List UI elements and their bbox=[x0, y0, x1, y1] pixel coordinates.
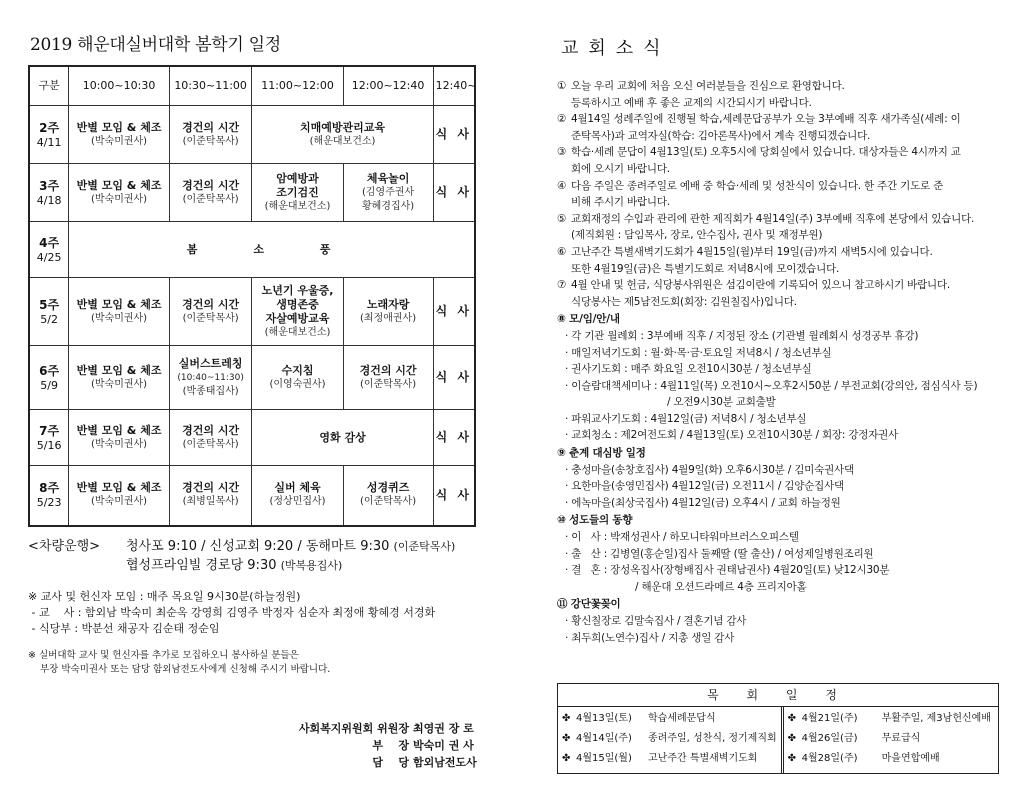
week-label: 7주 bbox=[39, 423, 60, 438]
list-item bbox=[788, 729, 994, 749]
cell-main: 경건의 시간 bbox=[182, 481, 240, 495]
schedule-cell bbox=[252, 410, 433, 466]
news-item bbox=[557, 244, 1000, 277]
bus-line-2 bbox=[28, 556, 483, 575]
schedule-cell bbox=[252, 106, 433, 164]
schedule-cell bbox=[169, 346, 252, 410]
schedule-cell bbox=[69, 278, 170, 346]
bus-label: <차량운행> bbox=[28, 538, 101, 554]
header-cell: 10:30~11:00 bbox=[169, 66, 252, 106]
bus-route: 청사포 9:10 / 신성교회 9:20 / 동해마트 9:30 bbox=[126, 538, 390, 554]
event-name: 학습세례문답식 bbox=[648, 713, 716, 724]
list-item: · 충성마을(송창호집사) 4월9일(화) 오후6시30분 / 김미숙권사댁 bbox=[565, 463, 854, 476]
list-item: · 결 혼 : 장성옥집사(장형배집사 권태남권사) 4월20일(토) 낮12시30분 bbox=[565, 564, 890, 577]
cell-sub: (박숙미권사) bbox=[90, 193, 148, 205]
item-text: 학습·세례 문답이 4월13일(토) 오후5시에 당회실에서 있습니다. 대상자들은 4시까지 교 bbox=[571, 146, 961, 159]
cell-sub: (박숙미권사) bbox=[90, 378, 148, 390]
signature-block bbox=[272, 720, 477, 771]
list-item: · 교회청소 : 제2여전도회 / 4월13일(토) 오전10시30분 / 회장: 강정자권사 bbox=[565, 429, 899, 442]
week-date: 4/25 bbox=[36, 250, 62, 264]
list-item: · 파워교사기도회 : 4월12일(금) 저녁8시 / 청소년부실 bbox=[565, 412, 807, 425]
list-item bbox=[562, 749, 777, 769]
cell-main: 경건의 시간 bbox=[182, 297, 240, 311]
cell-main: 생명존중 bbox=[276, 297, 319, 311]
ministry-column-right bbox=[784, 707, 998, 773]
meal-cell bbox=[433, 164, 475, 222]
cell-main: 경건의 시간 bbox=[182, 120, 240, 134]
week-cell bbox=[29, 164, 69, 222]
list-item: · 이 사 : 박재성권사 / 하모니타워마브러스오피스텔 bbox=[565, 531, 799, 544]
bus-schedule bbox=[28, 537, 483, 575]
item-number: ⑤ bbox=[557, 212, 567, 225]
cell-sub: (박숙미권사) bbox=[90, 496, 148, 508]
section-title: ⑩ 성도들의 동향 bbox=[557, 514, 633, 527]
item-text: 또한 4월19일(금)은 특별기도회로 저녁8시에 모이겠습니다. bbox=[571, 262, 840, 275]
meal-cell bbox=[433, 278, 475, 346]
item-text: 오늘 우리 교회에 처음 오신 여러분들을 진심으로 환영합니다. bbox=[571, 80, 845, 92]
section-title: ⑨ 춘계 대심방 일정 bbox=[557, 447, 646, 460]
news-item bbox=[557, 178, 1000, 211]
cell-main: 노래자랑 bbox=[366, 297, 410, 311]
schedule-cell bbox=[169, 106, 252, 164]
schedule-cell bbox=[343, 466, 433, 526]
schedule-cell bbox=[252, 346, 343, 410]
left-page bbox=[28, 30, 483, 677]
list-item: · 매일저녁기도회 : 월·화·목·금·토요일 저녁8시 / 청소년부실 bbox=[565, 346, 832, 359]
item-number: ③ bbox=[557, 146, 567, 159]
schedule-cell bbox=[69, 410, 170, 466]
table-row bbox=[29, 410, 475, 466]
table-row bbox=[29, 346, 475, 410]
week-cell bbox=[29, 278, 69, 346]
cell-time: (10:40~11:30) bbox=[177, 372, 244, 383]
list-item: · 각 기관 월례회 : 3부예배 직후 / 지정된 장소 (기관별 월례회시 성경공부 휴강) bbox=[565, 329, 919, 342]
schedule-cell bbox=[343, 164, 433, 222]
week-cell bbox=[29, 106, 69, 164]
table-row bbox=[29, 222, 475, 278]
item-text: 4월 안내 및 헌금, 식당봉사위원은 섬김이란에 기록되어 있으니 참고하시기 바랍니다. bbox=[571, 279, 951, 292]
week-label: 5주 bbox=[39, 297, 60, 312]
table-row bbox=[29, 106, 475, 164]
cell-sub: (이영숙권사) bbox=[269, 378, 326, 390]
schedule-cell bbox=[169, 278, 252, 346]
cell-main: 반별 모임 & 체조 bbox=[76, 423, 162, 437]
news-item bbox=[557, 111, 1000, 144]
week-cell bbox=[29, 466, 69, 526]
ministry-schedule-title: 목 회 일 정 bbox=[558, 684, 998, 707]
week-label: 3주 bbox=[39, 178, 60, 193]
table-row bbox=[29, 466, 475, 526]
item-text: 준탁목사)과 교역자실(학습: 김아론목사)에서 계속 진행되겠습니다. bbox=[571, 129, 871, 142]
event-name: 부활주일, 제3남헌신예배 bbox=[881, 713, 991, 724]
week-cell bbox=[29, 410, 69, 466]
item-text: (제직회원 : 담임목사, 장로, 안수집사, 권사 및 재정부원) bbox=[571, 229, 823, 242]
bus-line-1 bbox=[28, 537, 483, 556]
cell-main: 암예방과 bbox=[276, 171, 319, 185]
staff-teachers: - 교 사 : 함외남 박숙미 최순옥 강영희 김영주 박정자 심순자 최정애 황혜경 서경화 bbox=[28, 605, 436, 619]
week-date: 5/9 bbox=[40, 378, 58, 392]
cell-sub: (김영주권사 bbox=[361, 186, 415, 198]
flower-icon: ✤ bbox=[787, 753, 797, 764]
ministry-schedule-body bbox=[558, 707, 998, 773]
item-text: 식당봉사는 제5남전도회(회장: 김원칠집사)입니다. bbox=[571, 295, 797, 308]
news-item bbox=[557, 78, 1000, 111]
schedule-cell bbox=[252, 278, 343, 346]
ministry-schedule-box bbox=[557, 683, 999, 774]
schedule-cell bbox=[69, 106, 170, 164]
item-text: 등록하시고 예배 후 좋은 교제의 시간되시기 바랍니다. bbox=[571, 96, 812, 109]
event-name: 마을연합예배 bbox=[881, 753, 940, 764]
cell-sub: (최병일목사) bbox=[182, 496, 239, 508]
week-label: 2주 bbox=[39, 120, 60, 135]
meal-label: 식 사 bbox=[435, 370, 472, 384]
item-text: 회에 오시기 바랍니다. bbox=[571, 162, 670, 175]
schedule-cell bbox=[169, 466, 252, 526]
list-item: · 에녹마을(최상국집사) 4월12일(금) 오후4시 / 교회 하늘정원 bbox=[565, 496, 841, 509]
cell-main: 경건의 시간 bbox=[182, 178, 240, 192]
cell-sub: (이준탁목사) bbox=[182, 135, 239, 147]
week-cell bbox=[29, 346, 69, 410]
item-number: ② bbox=[557, 113, 567, 126]
cell-main: 반별 모임 & 체조 bbox=[76, 481, 162, 495]
table-row bbox=[29, 278, 475, 346]
list-item: · 황신칠장로 김말숙집사 / 결혼기념 감사 bbox=[565, 615, 747, 627]
list-item bbox=[562, 729, 777, 749]
sign-role: 부 장 bbox=[372, 739, 409, 752]
staff-info bbox=[28, 589, 483, 637]
meal-label: 식 사 bbox=[435, 185, 472, 199]
item-number: ⑦ bbox=[557, 279, 567, 292]
list-item: · 출 산 : 김병열(홍순일)집사 둘째딸 (딸 출산) / 여성제일병원조리원 bbox=[565, 547, 874, 560]
list-item: · 요한마을(송영민집사) 4월12일(금) 오전11시 / 김양순집사댁 bbox=[565, 480, 844, 493]
meal-label: 식 사 bbox=[435, 127, 472, 141]
cell-sub: (이준탁목사) bbox=[182, 438, 239, 450]
news-item bbox=[557, 277, 1000, 310]
list-item bbox=[562, 709, 777, 729]
news-item bbox=[557, 144, 1000, 177]
schedule-table bbox=[28, 65, 476, 527]
item-text: 교회재정의 수입과 관리에 관한 제직회가 4월14일(주) 3부예배 직후에 본당에서 있습니다. bbox=[571, 212, 975, 225]
cell-main: 반별 모임 & 체조 bbox=[76, 120, 162, 134]
sign-name: 함외남전도사 bbox=[413, 756, 477, 769]
cell-sub: (박종태집사) bbox=[182, 385, 239, 397]
event-date: 4월15일(월) bbox=[576, 753, 632, 764]
cell-main: 영화 감상 bbox=[319, 430, 366, 444]
list-item: · 이슬람대책세미나 : 4월11일(목) 오전10시~오후2시50분 / 부전교회(강의안, 점심식사 등) bbox=[565, 379, 978, 392]
meal-label: 식 사 bbox=[435, 304, 472, 318]
week-label: 6주 bbox=[39, 363, 60, 378]
cell-main: 경건의 시간 bbox=[182, 423, 240, 437]
cell-sub: (이준탁목사) bbox=[360, 496, 417, 508]
cell-main: 치매예방관리교육 bbox=[300, 120, 386, 134]
week-label: 4주 bbox=[39, 235, 60, 250]
list-item: / 해운대 오션드라메르 4층 프리지아홀 bbox=[635, 580, 807, 593]
meal-cell bbox=[433, 106, 475, 164]
cell-sub: (이준탁목사) bbox=[182, 312, 239, 324]
flower-icon: ✤ bbox=[562, 713, 571, 724]
sign-name: 박숙미 권 사 bbox=[413, 739, 474, 752]
cell-sub: (이준탁목사) bbox=[182, 193, 239, 205]
schedule-cell bbox=[169, 410, 252, 466]
cell-sub: (해운대보건소) bbox=[264, 326, 331, 338]
bus-driver: (박복용집사) bbox=[280, 558, 343, 572]
bus-route: 협성프라임빌 경로당 9:30 bbox=[126, 557, 277, 573]
sign-name: 최영권 장 로 bbox=[413, 722, 474, 735]
cell-main: 노년기 우울증, bbox=[261, 283, 334, 297]
table-row bbox=[29, 164, 475, 222]
schedule-cell bbox=[69, 466, 170, 526]
cell-main: 조기검진 bbox=[276, 185, 319, 199]
meal-cell bbox=[433, 346, 475, 410]
note-line: ※ 실버대학 교사 및 헌신자를 추가로 모집하오니 봉사하실 분들은 bbox=[28, 649, 299, 661]
event-date: 4월14일(주) bbox=[576, 733, 632, 744]
item-number: ④ bbox=[557, 179, 567, 192]
event-name: 고난주간 특별새벽기도회 bbox=[648, 753, 758, 764]
cell-main: 체육놀이 bbox=[366, 171, 410, 185]
cell-main: 수지침 bbox=[281, 363, 314, 377]
cell-sub: (최정애권사) bbox=[360, 312, 417, 324]
schedule-cell bbox=[69, 164, 170, 222]
event-name: 종려주일, 성찬식, 정기제직회 bbox=[648, 733, 777, 744]
list-item: / 오전9시30분 교회출발 bbox=[667, 396, 776, 409]
cell-sub: (이준탁목사) bbox=[360, 378, 417, 390]
section-title: ⑧ 모/임/안/내 bbox=[557, 313, 620, 326]
cell-sub: (박숙미권사) bbox=[90, 438, 148, 450]
week-date: 4/18 bbox=[36, 193, 62, 207]
cell-main: 실버 체육 bbox=[274, 481, 321, 495]
item-text: 비해 주시기 바랍니다. bbox=[571, 196, 670, 209]
week-date: 4/11 bbox=[36, 135, 62, 149]
event-date: 4월21일(주) bbox=[801, 713, 858, 724]
schedule-title: 2019 해운대실버대학 봄학기 일정 bbox=[30, 35, 281, 55]
list-item: · 권사기도회 : 매주 화요일 오전10시30분 / 청소년부실 bbox=[565, 363, 812, 376]
staff-meeting: ※ 교사 및 헌신자 모임 : 매주 목요일 9시30분(하늘정원) bbox=[28, 589, 301, 603]
cell-main: 반별 모임 & 체조 bbox=[76, 363, 162, 377]
list-item bbox=[788, 709, 994, 729]
picnic-label: 봄 소 풍 bbox=[186, 242, 357, 256]
schedule-cell bbox=[252, 164, 343, 222]
item-text: 4월14일 성례주일에 진행될 학습,세례문답공부가 오늘 3부예배 직후 새가족실(세례: 이 bbox=[571, 113, 961, 126]
header-cell: 10:00~10:30 bbox=[69, 66, 170, 106]
header-cell: 구분 bbox=[29, 66, 69, 106]
list-item: · 최두희(노연수)집사 / 지총 생일 감사 bbox=[565, 631, 735, 644]
note-line: 부장 박숙미권사 또는 담당 함외남전도사에게 신청해 주시기 바랍니다. bbox=[40, 663, 331, 675]
week-cell bbox=[29, 222, 69, 278]
recruit-note bbox=[28, 649, 483, 677]
header-cell: 12:00~12:40 bbox=[343, 66, 433, 106]
meal-label: 식 사 bbox=[435, 487, 472, 502]
cell-main: 경건의 시간 bbox=[359, 363, 417, 377]
item-text: 고난주간 특별새벽기도회가 4월15일(월)부터 19일(금)까지 새벽5시에 있습니다. bbox=[571, 245, 933, 258]
event-date: 4월13일(토) bbox=[576, 713, 632, 724]
church-news bbox=[557, 78, 1000, 646]
week-date: 5/16 bbox=[36, 438, 62, 452]
sign-role: 사회복지위원회 위원장 bbox=[298, 722, 409, 735]
meal-cell bbox=[433, 410, 475, 466]
event-date: 4월28일(주) bbox=[801, 753, 858, 764]
meal-label: 식 사 bbox=[435, 430, 472, 444]
schedule-cell bbox=[343, 278, 433, 346]
cell-main: 반별 모임 & 체조 bbox=[76, 178, 162, 192]
section-title: ⑪ 강단꽃꽂이 bbox=[557, 598, 621, 611]
right-page bbox=[557, 30, 1000, 646]
meal-cell bbox=[433, 466, 475, 526]
cell-sub: (정상민집사) bbox=[269, 496, 326, 508]
header-cell: 12:40~ bbox=[433, 66, 475, 106]
flower-icon: ✤ bbox=[562, 733, 571, 744]
ministry-column-left bbox=[558, 707, 784, 773]
flower-icon: ✤ bbox=[787, 733, 797, 744]
cell-sub: (해운대보건소) bbox=[309, 135, 376, 147]
cell-main: 실버스트레칭 bbox=[178, 356, 243, 370]
list-item bbox=[788, 749, 994, 769]
cell-main: 자살예방교육 bbox=[265, 311, 330, 325]
item-number: ① bbox=[557, 80, 567, 92]
flower-icon: ✤ bbox=[562, 753, 571, 764]
table-header-row bbox=[29, 66, 475, 106]
schedule-cell bbox=[252, 466, 343, 526]
flower-icon: ✤ bbox=[787, 713, 797, 724]
cell-sub: (박숙미권사) bbox=[90, 135, 148, 147]
staff-kitchen: - 식당부 : 박분선 채공자 김순태 정순임 bbox=[28, 621, 220, 635]
schedule-cell bbox=[343, 346, 433, 410]
week-label: 8주 bbox=[39, 481, 60, 496]
week-date: 5/2 bbox=[40, 312, 58, 326]
cell-main: 반별 모임 & 체조 bbox=[76, 297, 162, 311]
news-title: 교회소식 bbox=[561, 38, 671, 59]
cell-sub: (박숙미권사) bbox=[90, 312, 148, 324]
news-item bbox=[557, 211, 1000, 244]
event-name: 무료급식 bbox=[881, 733, 921, 744]
sign-role: 담 당 bbox=[372, 756, 409, 769]
bus-driver: (이준탁목사) bbox=[393, 539, 456, 553]
item-text: 다음 주일은 종려주일로 예배 중 학습·세례 및 성찬식이 있습니다. 한 주간 기도로 준 bbox=[571, 179, 944, 192]
cell-sub: (해운대보건소) bbox=[264, 200, 331, 212]
week-date: 5/23 bbox=[36, 496, 62, 510]
item-number: ⑥ bbox=[557, 245, 567, 258]
picnic-cell bbox=[69, 222, 475, 278]
schedule-cell bbox=[69, 346, 170, 410]
event-date: 4월26일(금) bbox=[801, 733, 858, 744]
cell-main: 성경퀴즈 bbox=[366, 481, 410, 495]
schedule-cell bbox=[169, 164, 252, 222]
cell-sub: 황혜경집사) bbox=[361, 200, 415, 212]
header-cell: 11:00~12:00 bbox=[252, 66, 343, 106]
